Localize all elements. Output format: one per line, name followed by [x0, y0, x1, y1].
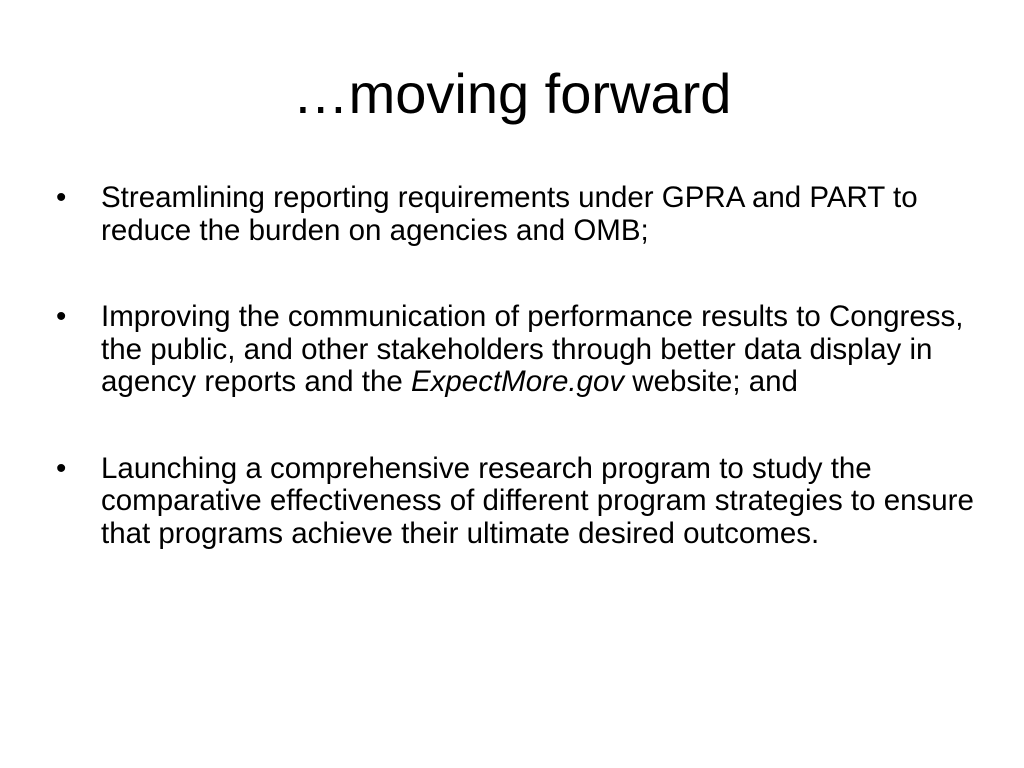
bullet-list	[56, 182, 976, 604]
bullet-marker: •	[56, 451, 67, 485]
bullet-text-part: website; and	[624, 365, 798, 398]
bullet-text: Streamlining reporting requirements under GPRA and PART to reduce the burden on agencies and OMB;	[101, 181, 918, 247]
website-name: ExpectMore.gov	[410, 365, 625, 398]
bullet-text	[101, 300, 963, 398]
slide-title: …moving forward	[292, 62, 732, 125]
bullet-item-research	[56, 453, 976, 551]
bullet-text-part: Improving the communication of performance results to Congress, the public, and other stakeholders through better data display in agency reports and the	[101, 300, 964, 398]
bullet-text: Launching a comprehensive research program to study the comparative effectiveness of different program strategies to ensure that programs achieve their ultimate desired outcomes.	[101, 451, 974, 550]
bullet-item-streamlining	[56, 182, 976, 247]
bullet-marker: •	[56, 300, 67, 333]
bullet-item-communication	[56, 301, 976, 399]
bullet-marker: •	[56, 181, 67, 214]
